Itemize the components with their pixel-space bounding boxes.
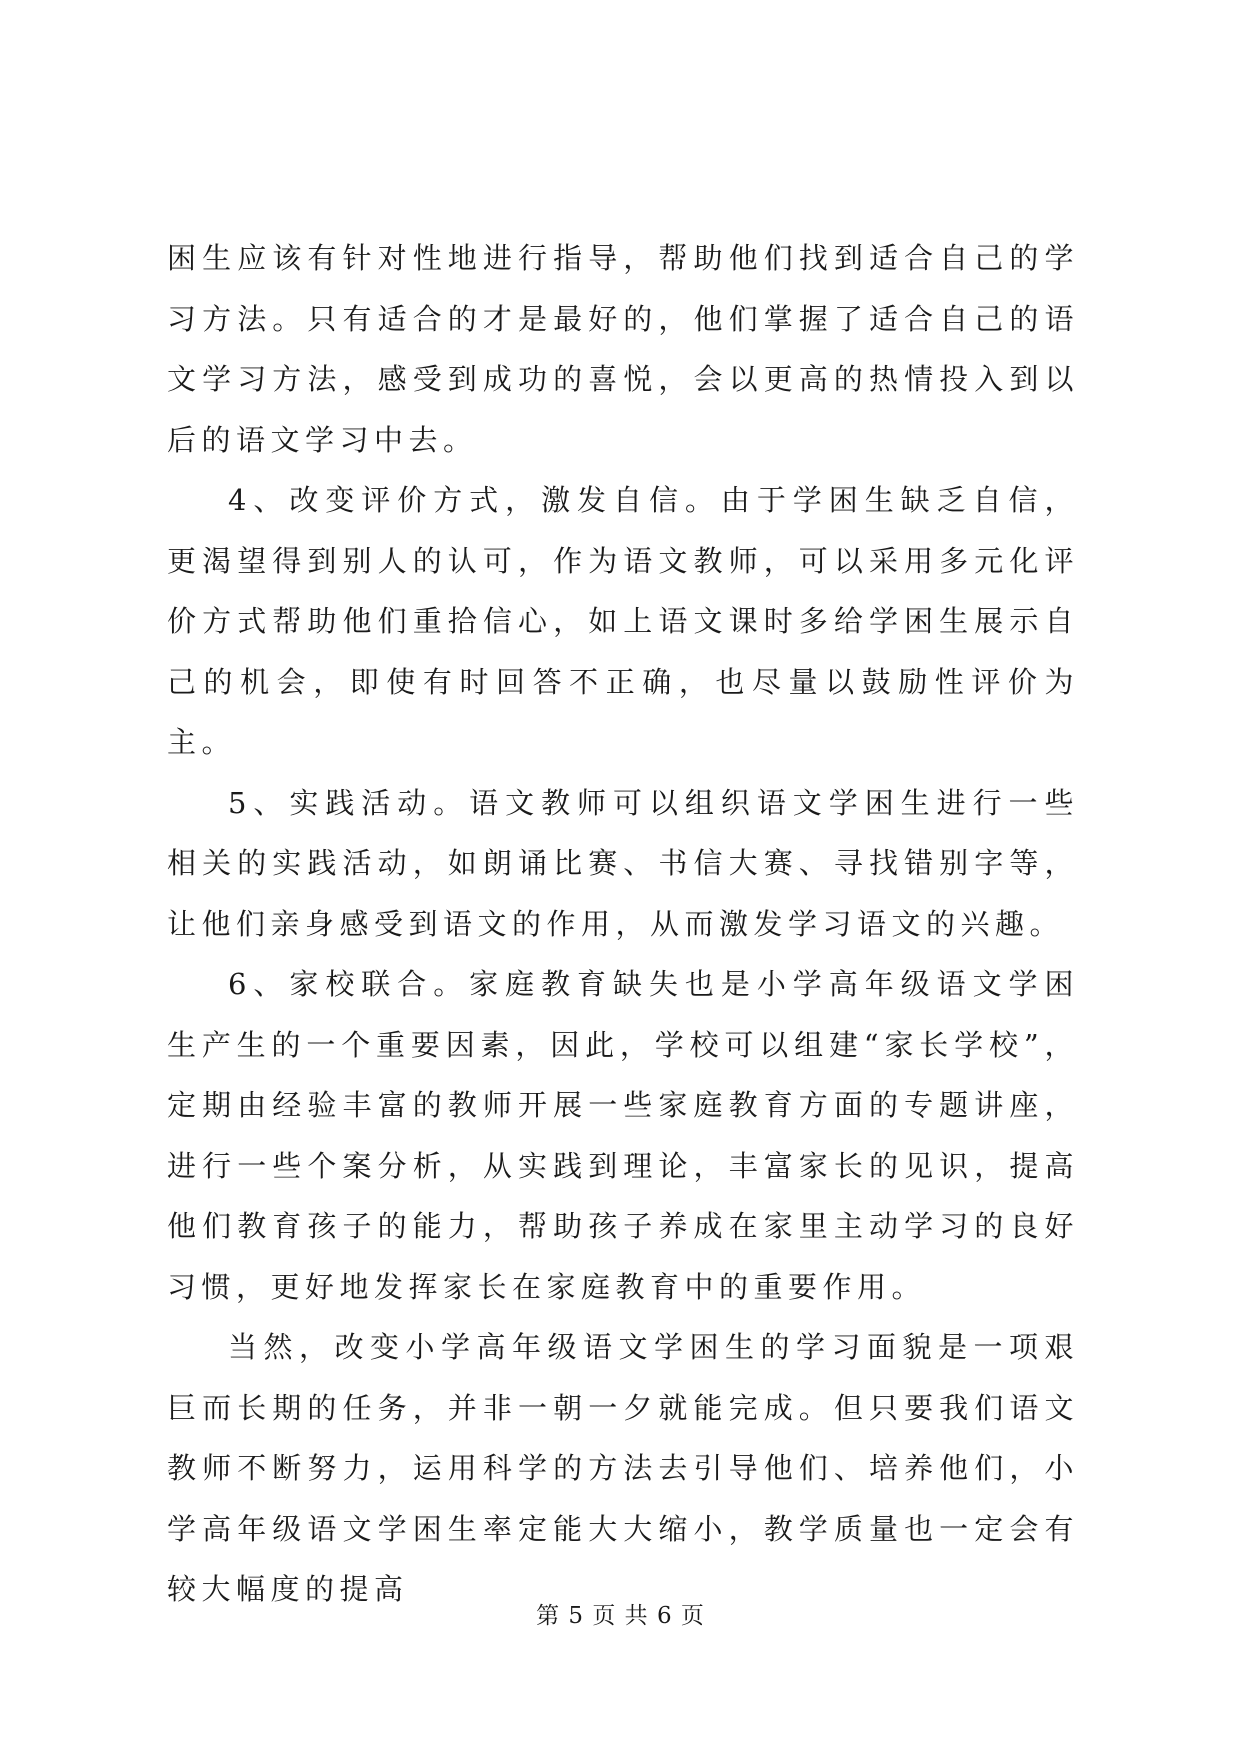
paragraph-item-4: 4、改变评价方式，激发自信。由于学困生缺乏自信，更渴望得到别人的认可，作为语文教师，可以采用多元化评价方式帮助他们重拾信心，如上语文课时多给学困生展示自己的机会，即使有时回答不正确，也尽量以鼓励性评价为主。 xyxy=(167,483,1079,759)
document-body xyxy=(167,228,1079,1620)
paragraph-item-5: 5、实践活动。语文教师可以组织语文学困生进行一些相关的实践活动，如朗诵比赛、书信大赛、寻找错别字等，让他们亲身感受到语文的作用，从而激发学习语文的兴趣。 xyxy=(167,785,1079,941)
paragraph-conclusion: 当然，改变小学高年级语文学困生的学习面貌是一项艰巨而长期的任务，并非一朝一夕就能完成。但只要我们语文教师不断努力，运用科学的方法去引导他们、培养他们，小学高年级语文学困生率定能大大缩小，教学质量也一定会有较大幅度的提高 xyxy=(167,1330,1079,1606)
page-number-footer: 第 5 页 共 6 页 xyxy=(536,1603,705,1629)
paragraph-continuation: 困生应该有针对性地进行指导，帮助他们找到适合自己的学习方法。只有适合的才是最好的，他们掌握了适合自己的语文学习方法，感受到成功的喜悦，会以更高的热情投入到以后的语文学习中去。 xyxy=(167,241,1079,457)
paragraph-item-6: 6、家校联合。家庭教育缺失也是小学高年级语文学困生产生的一个重要因素，因此，学校可以组建“家长学校”，定期由经验丰富的教师开展一些家庭教育方面的专题讲座，进行一些个案分析，从实践到理论，丰富家长的见识，提高他们教育孩子的能力，帮助孩子养成在家里主动学习的良好习惯，更好地发挥家长在家庭教育中的重要作用。 xyxy=(167,967,1079,1304)
